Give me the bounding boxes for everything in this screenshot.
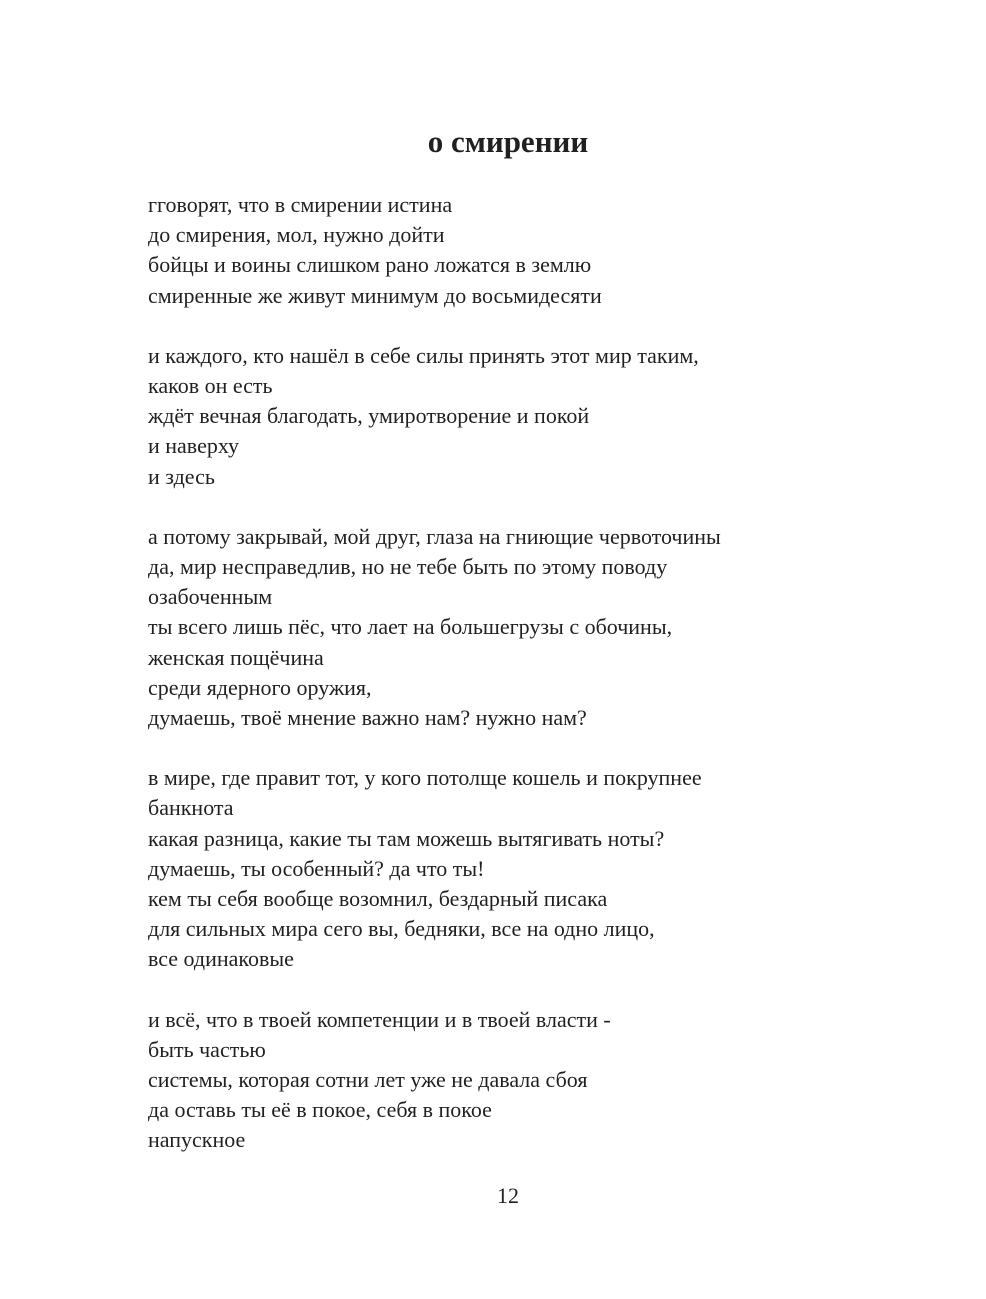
poem-line: озабоченным xyxy=(148,584,273,610)
stanza-2 xyxy=(148,341,908,492)
poem-line: быть частью xyxy=(148,1036,266,1062)
poem-line: а потому закрывай, мой друг, глаза на гниющие червоточины xyxy=(148,523,721,549)
poem-body xyxy=(148,190,908,1186)
poem-line: какая разница, какие ты там можешь вытягивать ноты? xyxy=(148,825,665,851)
poem-line: гговорят, что в смирении истина xyxy=(148,192,453,217)
poem-line: до смирения, мол, нужно дойти xyxy=(148,222,445,248)
poem-line: системы, которая сотни лет уже не давала сбоя xyxy=(148,1067,588,1093)
poem-line: в мире, где правит тот, у кого потолще кошель и покрупнее xyxy=(148,765,702,791)
poem-line: ждёт вечная благодать, умиротворение и покой xyxy=(148,403,590,429)
poem-line: и всё, что в твоей компетенции и в твоей власти - xyxy=(148,1006,611,1032)
poem-line: все одинаковые xyxy=(148,946,294,972)
poem-line: да оставь ты её в покое, себя в покое xyxy=(148,1097,492,1123)
stanza-1 xyxy=(148,190,908,311)
poem-line: напускное xyxy=(148,1127,246,1153)
poem-line: банкнота xyxy=(148,795,234,821)
poem-line: думаешь, ты особенный? да что ты! xyxy=(148,855,485,881)
poem-line: да, мир несправедлив, но не тебе быть по этому поводу xyxy=(148,554,668,580)
stanza-3 xyxy=(148,522,908,733)
poem-line: каков он есть xyxy=(148,373,273,399)
poem-line: и каждого, кто нашёл в себе силы принять этот мир таким, xyxy=(148,342,699,368)
poem-line: бойцы и воины слишком рано ложатся в землю xyxy=(148,252,592,278)
stanza-5 xyxy=(148,1005,908,1156)
page-number: 12 xyxy=(497,1183,519,1208)
poem-line: для сильных мира сего вы, бедняки, все на одно лицо, xyxy=(148,916,655,942)
poem-title: о смирении xyxy=(427,124,589,159)
poem-line: и наверху xyxy=(148,433,239,459)
stanza-4 xyxy=(148,763,908,974)
poem-line: смиренные же живут минимум до восьмидесяти xyxy=(148,282,602,308)
poem-line: женская пощёчина xyxy=(148,644,324,670)
poem-line: думаешь, твоё мнение важно нам? нужно нам? xyxy=(148,705,587,731)
poem-line: кем ты себя вообще возомнил, бездарный писака xyxy=(148,886,608,912)
poem-line: и здесь xyxy=(148,463,215,489)
poem-line: ты всего лишь пёс, что лает на большегрузы с обочины, xyxy=(148,614,673,640)
poem-line: среди ядерного оружия, xyxy=(148,674,372,700)
